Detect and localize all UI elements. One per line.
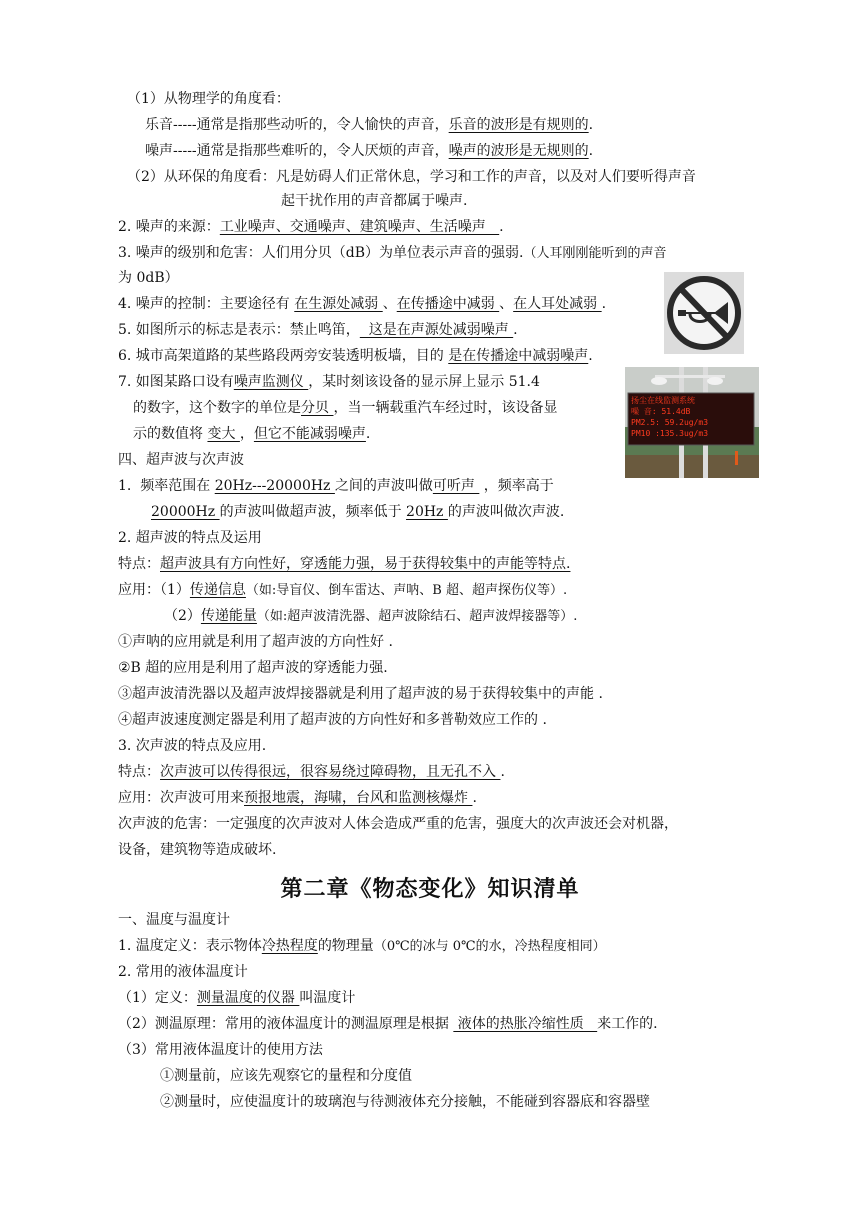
text-line: （2）测温原理：常用的液体温度计的测温原理是根据 液体的热胀冷缩性质 来工作的.	[118, 1016, 658, 1032]
text-line: 4. 噪声的控制：主要途径有 在生源处减弱 、在传播途中减弱 、在人耳处减弱 .	[118, 296, 607, 312]
text-line: （3）常用液体温度计的使用方法	[118, 1042, 323, 1058]
text-line: ③超声波清洗器以及超声波焊接器就是利用了超声波的易于获得较集中的声能 .	[118, 686, 603, 702]
text-line: （1）从物理学的角度看：	[127, 91, 290, 107]
text-line: 应用：（1）传递信息（如:导盲仪、倒车雷达、声呐、B 超、超声探伤仪等）.	[118, 582, 568, 598]
screen-pm25: PM2.5: 59.2ug/m3	[631, 418, 709, 427]
text-line: 设备，建筑物等造成破坏.	[118, 842, 277, 858]
text-line: 1. 温度定义：表示物体冷热程度的物理量（0℃的冰与 0℃的水，冷热程度相同）	[118, 938, 606, 954]
text-line: ②测量时，应使温度计的玻璃泡与待测液体充分接触，不能碰到容器底和容器壁	[160, 1094, 650, 1110]
screen-title: 扬尘在线监测系统	[631, 396, 695, 405]
text-line: 1. 频率范围在 20Hz---20000Hz 之间的声波叫做可听声 ，频率高于	[118, 478, 554, 494]
text-line: 为 0dB）	[118, 270, 179, 286]
text-line: 2. 噪声的来源：工业噪声、交通噪声、建筑噪声、生活噪声 .	[118, 219, 504, 235]
text-line: （1）定义：测量温度的仪器 叫温度计	[118, 990, 356, 1006]
text-line: 6. 城市高架道路的某些路段两旁安装透明板墙，目的 是在传播途中减弱噪声.	[118, 348, 593, 364]
text-line: ①测量前，应该先观察它的量程和分度值	[160, 1068, 412, 1084]
screen-pm10: PM10 :135.3ug/m3	[631, 429, 709, 438]
screen-noise: 噪 音: 51.4dB	[631, 407, 691, 416]
text-line: 2. 超声波的特点及运用	[118, 530, 262, 546]
text-line: 次声波的危害：一定强度的次声波对人体会造成严重的危害，强度大的次声波还会对机器，	[118, 816, 678, 832]
text-line: 5. 如图所示的标志是表示：禁止鸣笛， 这是在声源处减弱噪声 .	[118, 322, 518, 338]
noise-monitor-photo	[625, 367, 759, 478]
text-line: 特点：次声波可以传得很远，很容易绕过障碍物，且无孔不入 .	[118, 764, 505, 780]
text-line: 噪声-----通常是指那些难听的，令人厌烦的声音，噪声的波形是无规则的.	[145, 143, 594, 159]
text-line: 7. 如图某路口设有噪声监测仪 ，某时刻该设备的显示屏上显示 51.4	[118, 374, 540, 390]
text-line: ①声呐的应用就是利用了超声波的方向性好 .	[118, 634, 393, 650]
text-line: 示的数值将 变大 ，但它不能减弱噪声.	[133, 426, 371, 442]
text-line: 特点：超声波具有方向性好，穿透能力强，易于获得较集中的声能等特点.	[118, 556, 571, 572]
text-line: 3. 次声波的特点及应用.	[118, 738, 267, 754]
text-line: 的数字，这个数字的单位是分贝 ，当一辆载重汽车经过时，该设备显	[133, 400, 558, 416]
section-heading: 一、温度与温度计	[118, 912, 230, 928]
text-line: ④超声波速度测定器是利用了超声波的方向性好和多普勒效应工作的 .	[118, 712, 547, 728]
monitor-screen	[631, 395, 751, 439]
text-line: 应用：次声波可用来预报地震，海啸，台风和监测核爆炸 .	[118, 790, 477, 806]
chapter-title: 第二章《物态变化》知识清单	[280, 876, 580, 902]
no-horn-sign-icon	[664, 272, 744, 354]
text-line: 3. 噪声的级别和危害：人们用分贝（dB）为单位表示声音的强弱.（人耳刚刚能听到的声音	[118, 245, 667, 261]
text-line: 乐音-----通常是指那些动听的，令人愉快的声音，乐音的波形是有规则的.	[145, 117, 594, 133]
section-heading: 四、超声波与次声波	[118, 452, 244, 468]
text-line: 20000Hz 的声波叫做超声波，频率低于 20Hz 的声波叫做次声波.	[151, 504, 565, 520]
text-line: 2. 常用的液体温度计	[118, 964, 248, 980]
text-line: （2）从环保的角度看：凡是妨碍人们正常休息，学习和工作的声音，以及对人们要听得声音	[127, 169, 696, 185]
text-line: ②B 超的应用是利用了超声波的穿透能力强.	[118, 660, 388, 676]
text-line: （2）传递能量（如:超声波清洗器、超声波除结石、超声波焊接器等）.	[164, 608, 578, 624]
text-line: 起干扰作用的声音都属于噪声.	[281, 193, 468, 209]
